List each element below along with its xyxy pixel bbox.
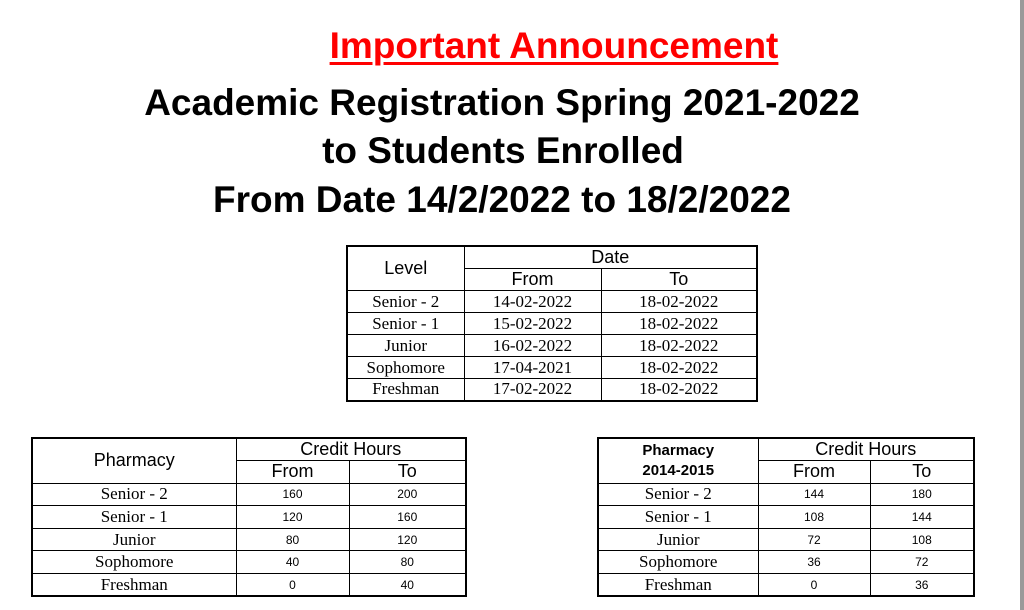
table-row (347, 335, 757, 357)
table-header-row (347, 246, 757, 269)
table-row (347, 357, 757, 379)
to-cell: 18-02-2022 (601, 379, 757, 401)
level-cell: Freshman (598, 574, 758, 597)
table-row (32, 574, 466, 597)
table-row (32, 551, 466, 574)
to-cell: 120 (349, 528, 466, 551)
level-cell: Sophomore (347, 357, 464, 379)
from-cell: 14-02-2022 (464, 291, 601, 313)
to-cell: 160 (349, 506, 466, 529)
level-cell: Senior - 1 (598, 506, 758, 529)
from-cell: 15-02-2022 (464, 313, 601, 335)
from-cell: 40 (236, 551, 349, 574)
table-row (32, 506, 466, 529)
from-cell: 120 (236, 506, 349, 529)
table-header-row (598, 438, 974, 461)
to-header: To (601, 269, 757, 291)
from-cell: 0 (758, 574, 870, 597)
table-row (32, 483, 466, 506)
from-cell: 17-02-2022 (464, 379, 601, 401)
from-header: From (236, 461, 349, 484)
to-cell: 180 (870, 483, 974, 506)
title-line-3: From Date 14/2/2022 to 18/2/2022 (213, 179, 791, 220)
level-cell: Senior - 2 (347, 291, 464, 313)
table-row (598, 528, 974, 551)
pharmacy-2014-2015-header (598, 438, 758, 483)
table-row (347, 313, 757, 335)
from-cell: 36 (758, 551, 870, 574)
level-header: Level (347, 246, 464, 291)
level-cell: Freshman (32, 574, 236, 597)
pharmacy-header-line-1: Pharmacy (642, 441, 715, 459)
to-header: To (870, 461, 974, 484)
level-cell: Senior - 1 (32, 506, 236, 529)
registration-date-table (346, 245, 758, 402)
table-header-row (32, 438, 466, 461)
title-line-1: Academic Registration Spring 2021-2022 (144, 82, 860, 123)
to-cell: 80 (349, 551, 466, 574)
date-group-header: Date (464, 246, 757, 269)
table-row (598, 551, 974, 574)
from-header: From (758, 461, 870, 484)
from-header: From (464, 269, 601, 291)
level-cell: Senior - 2 (32, 483, 236, 506)
level-cell: Junior (598, 528, 758, 551)
level-cell: Sophomore (32, 551, 236, 574)
page-edge (1020, 0, 1024, 610)
from-cell: 72 (758, 528, 870, 551)
from-cell: 144 (758, 483, 870, 506)
level-cell: Freshman (347, 379, 464, 401)
table-row (598, 506, 974, 529)
level-cell: Junior (347, 335, 464, 357)
to-cell: 18-02-2022 (601, 291, 757, 313)
to-cell: 18-02-2022 (601, 335, 757, 357)
to-cell: 200 (349, 483, 466, 506)
to-cell: 18-02-2022 (601, 313, 757, 335)
from-cell: 80 (236, 528, 349, 551)
table-row (32, 528, 466, 551)
table-row (598, 574, 974, 597)
level-cell: Junior (32, 528, 236, 551)
credit-hours-header: Credit Hours (758, 438, 974, 461)
to-cell: 18-02-2022 (601, 357, 757, 379)
credit-hours-header: Credit Hours (236, 438, 466, 461)
to-cell: 108 (870, 528, 974, 551)
to-cell: 144 (870, 506, 974, 529)
level-cell: Senior - 2 (598, 483, 758, 506)
pharmacy-header-line-2: 2014-2015 (642, 461, 715, 479)
pharmacy-header: Pharmacy (32, 438, 236, 483)
level-cell: Senior - 1 (347, 313, 464, 335)
announcement-heading: Important Announcement (329, 25, 779, 66)
from-cell: 16-02-2022 (464, 335, 601, 357)
to-header: To (349, 461, 466, 484)
from-cell: 17-04-2021 (464, 357, 601, 379)
from-cell: 108 (758, 506, 870, 529)
to-cell: 40 (349, 574, 466, 597)
to-cell: 36 (870, 574, 974, 597)
pharmacy-credit-hours-table (31, 437, 467, 597)
table-row (347, 379, 757, 401)
level-cell: Sophomore (598, 551, 758, 574)
from-cell: 0 (236, 574, 349, 597)
table-row (598, 483, 974, 506)
pharmacy-2014-2015-credit-hours-table (597, 437, 975, 597)
from-cell: 160 (236, 483, 349, 506)
to-cell: 72 (870, 551, 974, 574)
table-row (347, 291, 757, 313)
title-line-2: to Students Enrolled (322, 130, 684, 171)
